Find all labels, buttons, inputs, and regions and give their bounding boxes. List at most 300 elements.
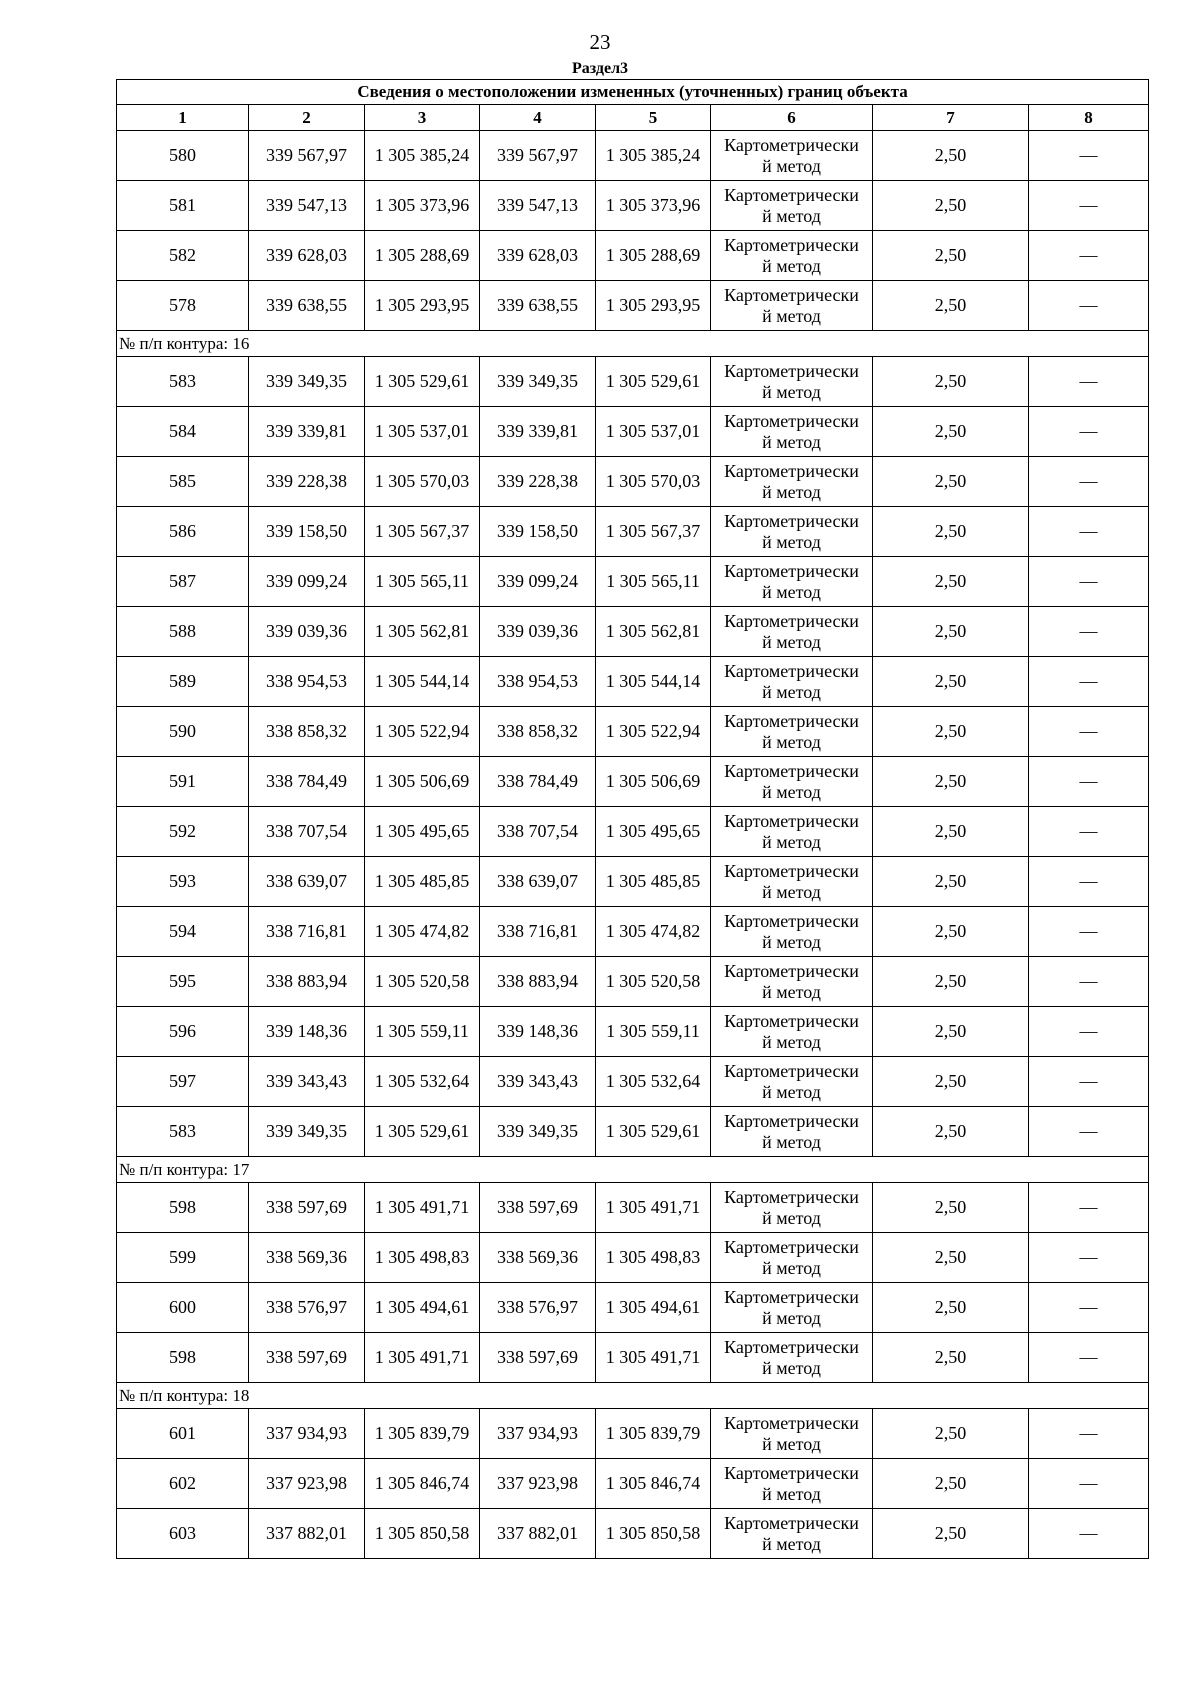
y-coordinate-cell: 1 305 850,58 [596, 1509, 711, 1559]
y-coordinate-cell: 1 305 522,94 [596, 707, 711, 757]
table-row [117, 407, 1149, 457]
empty-cell: — [1029, 131, 1149, 181]
method-line: Картометрически [724, 960, 859, 981]
x-coordinate-cell: 339 638,55 [249, 281, 365, 331]
x-coordinate-cell: 338 954,53 [249, 657, 365, 707]
point-number-cell: 589 [117, 657, 249, 707]
method-line: Картометрически [724, 1286, 859, 1307]
method-cell [711, 607, 873, 657]
y-coordinate-cell: 1 305 495,65 [365, 807, 480, 857]
method-cell [711, 857, 873, 907]
empty-cell: — [1029, 657, 1149, 707]
y-coordinate-cell: 1 305 491,71 [596, 1183, 711, 1233]
x-coordinate-cell: 338 576,97 [480, 1283, 596, 1333]
method-line: й метод [762, 881, 821, 902]
empty-cell: — [1029, 757, 1149, 807]
method-cell [711, 707, 873, 757]
x-coordinate-cell: 339 343,43 [249, 1057, 365, 1107]
method-line: й метод [762, 831, 821, 852]
x-coordinate-cell: 337 923,98 [480, 1459, 596, 1509]
table-row [117, 1057, 1149, 1107]
table-row [117, 1007, 1149, 1057]
y-coordinate-cell: 1 305 846,74 [365, 1459, 480, 1509]
y-coordinate-cell: 1 305 498,83 [596, 1233, 711, 1283]
y-coordinate-cell: 1 305 529,61 [596, 1107, 711, 1157]
x-coordinate-cell: 339 567,97 [249, 131, 365, 181]
empty-cell: — [1029, 1233, 1149, 1283]
method-cell [711, 507, 873, 557]
column-number: 7 [873, 105, 1029, 131]
empty-cell: — [1029, 807, 1149, 857]
table-row [117, 1509, 1149, 1559]
table-row [117, 1459, 1149, 1509]
method-cell [711, 181, 873, 231]
precision-cell: 2,50 [873, 457, 1029, 507]
y-coordinate-cell: 1 305 491,71 [365, 1333, 480, 1383]
empty-cell: — [1029, 457, 1149, 507]
empty-cell: — [1029, 281, 1149, 331]
x-coordinate-cell: 337 934,93 [480, 1409, 596, 1459]
x-coordinate-cell: 338 639,07 [249, 857, 365, 907]
empty-cell: — [1029, 607, 1149, 657]
method-cell [711, 907, 873, 957]
method-line: Картометрически [724, 1336, 859, 1357]
method-cell [711, 407, 873, 457]
method-line: й метод [762, 1483, 821, 1504]
method-line: Картометрически [724, 460, 859, 481]
x-coordinate-cell: 337 882,01 [480, 1509, 596, 1559]
method-cell [711, 131, 873, 181]
empty-cell: — [1029, 231, 1149, 281]
y-coordinate-cell: 1 305 494,61 [596, 1283, 711, 1333]
method-line: й метод [762, 431, 821, 452]
method-line: й метод [762, 1357, 821, 1378]
y-coordinate-cell: 1 305 570,03 [596, 457, 711, 507]
point-number-cell: 578 [117, 281, 249, 331]
method-line: Картометрически [724, 1236, 859, 1257]
x-coordinate-cell: 339 547,13 [480, 181, 596, 231]
table-row [117, 1333, 1149, 1383]
method-line: Картометрически [724, 1462, 859, 1483]
method-line: Картометрически [724, 1060, 859, 1081]
y-coordinate-cell: 1 305 485,85 [596, 857, 711, 907]
x-coordinate-cell: 338 569,36 [480, 1233, 596, 1283]
x-coordinate-cell: 338 576,97 [249, 1283, 365, 1333]
method-line: й метод [762, 155, 821, 176]
method-line: й метод [762, 731, 821, 752]
empty-cell: — [1029, 1333, 1149, 1383]
method-line: Картометрически [724, 760, 859, 781]
table-row [117, 707, 1149, 757]
point-number-cell: 583 [117, 357, 249, 407]
x-coordinate-cell: 339 547,13 [249, 181, 365, 231]
x-coordinate-cell: 338 858,32 [480, 707, 596, 757]
y-coordinate-cell: 1 305 565,11 [596, 557, 711, 607]
empty-cell: — [1029, 1509, 1149, 1559]
x-coordinate-cell: 338 707,54 [480, 807, 596, 857]
precision-cell: 2,50 [873, 131, 1029, 181]
method-line: Картометрически [724, 810, 859, 831]
method-cell [711, 1283, 873, 1333]
precision-cell: 2,50 [873, 707, 1029, 757]
x-coordinate-cell: 339 148,36 [249, 1007, 365, 1057]
method-line: Картометрически [724, 860, 859, 881]
method-line: й метод [762, 205, 821, 226]
x-coordinate-cell: 339 628,03 [480, 231, 596, 281]
method-line: й метод [762, 1533, 821, 1554]
point-number-cell: 598 [117, 1333, 249, 1383]
y-coordinate-cell: 1 305 385,24 [596, 131, 711, 181]
point-number-cell: 600 [117, 1283, 249, 1333]
precision-cell: 2,50 [873, 857, 1029, 907]
contour-label: № п/п контура: 16 [117, 331, 1149, 357]
precision-cell: 2,50 [873, 957, 1029, 1007]
y-coordinate-cell: 1 305 485,85 [365, 857, 480, 907]
method-cell [711, 1459, 873, 1509]
table-row [117, 557, 1149, 607]
column-number: 8 [1029, 105, 1149, 131]
empty-cell: — [1029, 507, 1149, 557]
empty-cell: — [1029, 857, 1149, 907]
x-coordinate-cell: 339 158,50 [249, 507, 365, 557]
point-number-cell: 586 [117, 507, 249, 557]
x-coordinate-cell: 339 158,50 [480, 507, 596, 557]
method-line: Картометрически [724, 510, 859, 531]
y-coordinate-cell: 1 305 373,96 [596, 181, 711, 231]
contour-row [117, 1157, 1149, 1183]
x-coordinate-cell: 338 597,69 [480, 1183, 596, 1233]
table-row [117, 231, 1149, 281]
point-number-cell: 588 [117, 607, 249, 657]
x-coordinate-cell: 339 638,55 [480, 281, 596, 331]
method-cell [711, 1509, 873, 1559]
y-coordinate-cell: 1 305 567,37 [365, 507, 480, 557]
precision-cell: 2,50 [873, 557, 1029, 607]
point-number-cell: 594 [117, 907, 249, 957]
contour-row [117, 331, 1149, 357]
point-number-cell: 582 [117, 231, 249, 281]
point-number-cell: 590 [117, 707, 249, 757]
method-line: Картометрически [724, 234, 859, 255]
x-coordinate-cell: 337 923,98 [249, 1459, 365, 1509]
method-line: Картометрически [724, 184, 859, 205]
column-number-row [117, 105, 1149, 131]
point-number-cell: 584 [117, 407, 249, 457]
method-line: Картометрически [724, 1010, 859, 1031]
y-coordinate-cell: 1 305 529,61 [596, 357, 711, 407]
empty-cell: — [1029, 1459, 1149, 1509]
precision-cell: 2,50 [873, 181, 1029, 231]
x-coordinate-cell: 339 039,36 [480, 607, 596, 657]
x-coordinate-cell: 338 716,81 [480, 907, 596, 957]
y-coordinate-cell: 1 305 544,14 [365, 657, 480, 707]
y-coordinate-cell: 1 305 839,79 [596, 1409, 711, 1459]
x-coordinate-cell: 339 099,24 [480, 557, 596, 607]
x-coordinate-cell: 338 883,94 [480, 957, 596, 1007]
point-number-cell: 581 [117, 181, 249, 231]
method-cell [711, 807, 873, 857]
table-row [117, 1233, 1149, 1283]
table-row [117, 281, 1149, 331]
x-coordinate-cell: 339 349,35 [249, 1107, 365, 1157]
x-coordinate-cell: 339 099,24 [249, 557, 365, 607]
y-coordinate-cell: 1 305 570,03 [365, 457, 480, 507]
precision-cell: 2,50 [873, 1509, 1029, 1559]
column-number: 6 [711, 105, 873, 131]
method-cell [711, 1057, 873, 1107]
method-line: й метод [762, 631, 821, 652]
x-coordinate-cell: 338 639,07 [480, 857, 596, 907]
method-line: й метод [762, 1307, 821, 1328]
method-line: Картометрически [724, 610, 859, 631]
precision-cell: 2,50 [873, 1233, 1029, 1283]
point-number-cell: 587 [117, 557, 249, 607]
point-number-cell: 593 [117, 857, 249, 907]
x-coordinate-cell: 338 597,69 [480, 1333, 596, 1383]
page-number: 23 [589, 30, 611, 54]
point-number-cell: 591 [117, 757, 249, 807]
empty-cell: — [1029, 1107, 1149, 1157]
method-cell [711, 1333, 873, 1383]
y-coordinate-cell: 1 305 532,64 [596, 1057, 711, 1107]
point-number-cell: 599 [117, 1233, 249, 1283]
y-coordinate-cell: 1 305 522,94 [365, 707, 480, 757]
precision-cell: 2,50 [873, 231, 1029, 281]
y-coordinate-cell: 1 305 506,69 [365, 757, 480, 807]
x-coordinate-cell: 337 934,93 [249, 1409, 365, 1459]
method-line: Картометрически [724, 410, 859, 431]
method-line: Картометрически [724, 910, 859, 931]
x-coordinate-cell: 339 567,97 [480, 131, 596, 181]
x-coordinate-cell: 338 597,69 [249, 1183, 365, 1233]
method-cell [711, 657, 873, 707]
y-coordinate-cell: 1 305 293,95 [365, 281, 480, 331]
precision-cell: 2,50 [873, 1007, 1029, 1057]
method-line: й метод [762, 305, 821, 326]
precision-cell: 2,50 [873, 1057, 1029, 1107]
column-number: 4 [480, 105, 596, 131]
table-row [117, 757, 1149, 807]
precision-cell: 2,50 [873, 1459, 1029, 1509]
method-cell [711, 1409, 873, 1459]
precision-cell: 2,50 [873, 1333, 1029, 1383]
y-coordinate-cell: 1 305 495,65 [596, 807, 711, 857]
contour-label: № п/п контура: 18 [117, 1383, 1149, 1409]
x-coordinate-cell: 339 628,03 [249, 231, 365, 281]
method-line: Картометрически [724, 284, 859, 305]
table-row [117, 457, 1149, 507]
y-coordinate-cell: 1 305 506,69 [596, 757, 711, 807]
method-line: й метод [762, 1207, 821, 1228]
method-line: Картометрически [724, 360, 859, 381]
empty-cell: — [1029, 357, 1149, 407]
y-coordinate-cell: 1 305 373,96 [365, 181, 480, 231]
x-coordinate-cell: 338 883,94 [249, 957, 365, 1007]
y-coordinate-cell: 1 305 529,61 [365, 357, 480, 407]
method-cell [711, 457, 873, 507]
column-number: 3 [365, 105, 480, 131]
y-coordinate-cell: 1 305 839,79 [365, 1409, 480, 1459]
point-number-cell: 592 [117, 807, 249, 857]
method-line: й метод [762, 1131, 821, 1152]
method-line: й метод [762, 481, 821, 502]
x-coordinate-cell: 339 228,38 [480, 457, 596, 507]
x-coordinate-cell: 338 569,36 [249, 1233, 365, 1283]
y-coordinate-cell: 1 305 491,71 [365, 1183, 480, 1233]
method-line: й метод [762, 581, 821, 602]
empty-cell: — [1029, 407, 1149, 457]
column-number: 2 [249, 105, 365, 131]
point-number-cell: 596 [117, 1007, 249, 1057]
table-row [117, 907, 1149, 957]
point-number-cell: 603 [117, 1509, 249, 1559]
y-coordinate-cell: 1 305 850,58 [365, 1509, 480, 1559]
y-coordinate-cell: 1 305 559,11 [596, 1007, 711, 1057]
point-number-cell: 583 [117, 1107, 249, 1157]
x-coordinate-cell: 339 343,43 [480, 1057, 596, 1107]
table-row [117, 507, 1149, 557]
method-line: Картометрически [724, 1412, 859, 1433]
table-row [117, 957, 1149, 1007]
point-number-cell: 580 [117, 131, 249, 181]
y-coordinate-cell: 1 305 491,71 [596, 1333, 711, 1383]
method-line: й метод [762, 381, 821, 402]
precision-cell: 2,50 [873, 357, 1029, 407]
x-coordinate-cell: 338 784,49 [480, 757, 596, 807]
x-coordinate-cell: 338 597,69 [249, 1333, 365, 1383]
table-row [117, 181, 1149, 231]
empty-cell: — [1029, 1183, 1149, 1233]
method-line: й метод [762, 255, 821, 276]
x-coordinate-cell: 339 148,36 [480, 1007, 596, 1057]
precision-cell: 2,50 [873, 507, 1029, 557]
method-cell [711, 357, 873, 407]
x-coordinate-cell: 338 716,81 [249, 907, 365, 957]
empty-cell: — [1029, 1409, 1149, 1459]
method-line: й метод [762, 1031, 821, 1052]
method-line: й метод [762, 781, 821, 802]
x-coordinate-cell: 339 349,35 [249, 357, 365, 407]
empty-cell: — [1029, 1283, 1149, 1333]
point-number-cell: 597 [117, 1057, 249, 1107]
method-line: Картометрически [724, 710, 859, 731]
x-coordinate-cell: 339 039,36 [249, 607, 365, 657]
y-coordinate-cell: 1 305 474,82 [365, 907, 480, 957]
precision-cell: 2,50 [873, 1409, 1029, 1459]
y-coordinate-cell: 1 305 529,61 [365, 1107, 480, 1157]
coordinates-table [116, 79, 1149, 1559]
point-number-cell: 601 [117, 1409, 249, 1459]
precision-cell: 2,50 [873, 657, 1029, 707]
precision-cell: 2,50 [873, 281, 1029, 331]
y-coordinate-cell: 1 305 385,24 [365, 131, 480, 181]
method-line: й метод [762, 531, 821, 552]
precision-cell: 2,50 [873, 407, 1029, 457]
point-number-cell: 598 [117, 1183, 249, 1233]
x-coordinate-cell: 338 707,54 [249, 807, 365, 857]
method-cell [711, 757, 873, 807]
y-coordinate-cell: 1 305 846,74 [596, 1459, 711, 1509]
contour-row [117, 1383, 1149, 1409]
x-coordinate-cell: 339 339,81 [249, 407, 365, 457]
method-line: Картометрически [724, 1110, 859, 1131]
y-coordinate-cell: 1 305 293,95 [596, 281, 711, 331]
x-coordinate-cell: 339 228,38 [249, 457, 365, 507]
method-line: Картометрически [724, 134, 859, 155]
point-number-cell: 602 [117, 1459, 249, 1509]
point-number-cell: 595 [117, 957, 249, 1007]
method-line: й метод [762, 1433, 821, 1454]
table-caption-row [117, 80, 1149, 105]
empty-cell: — [1029, 957, 1149, 1007]
x-coordinate-cell: 339 339,81 [480, 407, 596, 457]
method-line: й метод [762, 931, 821, 952]
method-cell [711, 231, 873, 281]
method-line: й метод [762, 981, 821, 1002]
method-line: Картометрически [724, 1512, 859, 1533]
y-coordinate-cell: 1 305 498,83 [365, 1233, 480, 1283]
method-cell [711, 557, 873, 607]
table-caption: Сведения о местоположении измененных (уточненных) границ объекта [117, 80, 1149, 105]
empty-cell: — [1029, 1007, 1149, 1057]
point-number-cell: 585 [117, 457, 249, 507]
y-coordinate-cell: 1 305 565,11 [365, 557, 480, 607]
method-line: Картометрически [724, 1186, 859, 1207]
y-coordinate-cell: 1 305 520,58 [596, 957, 711, 1007]
x-coordinate-cell: 338 858,32 [249, 707, 365, 757]
table-row [117, 131, 1149, 181]
y-coordinate-cell: 1 305 537,01 [365, 407, 480, 457]
table-row [117, 1409, 1149, 1459]
table-row [117, 1183, 1149, 1233]
precision-cell: 2,50 [873, 607, 1029, 657]
y-coordinate-cell: 1 305 544,14 [596, 657, 711, 707]
method-line: Картометрически [724, 660, 859, 681]
method-cell [711, 1007, 873, 1057]
method-cell [711, 281, 873, 331]
table-row [117, 857, 1149, 907]
table-row [117, 1283, 1149, 1333]
x-coordinate-cell: 338 784,49 [249, 757, 365, 807]
y-coordinate-cell: 1 305 562,81 [365, 607, 480, 657]
empty-cell: — [1029, 181, 1149, 231]
table-row [117, 657, 1149, 707]
section-title: Раздел3 [571, 60, 629, 77]
method-cell [711, 957, 873, 1007]
y-coordinate-cell: 1 305 474,82 [596, 907, 711, 957]
contour-label: № п/п контура: 17 [117, 1157, 1149, 1183]
y-coordinate-cell: 1 305 288,69 [365, 231, 480, 281]
y-coordinate-cell: 1 305 532,64 [365, 1057, 480, 1107]
precision-cell: 2,50 [873, 1183, 1029, 1233]
method-line: Картометрически [724, 560, 859, 581]
method-line: й метод [762, 1257, 821, 1278]
y-coordinate-cell: 1 305 520,58 [365, 957, 480, 1007]
empty-cell: — [1029, 557, 1149, 607]
empty-cell: — [1029, 1057, 1149, 1107]
method-line: й метод [762, 1081, 821, 1102]
method-cell [711, 1233, 873, 1283]
column-number: 5 [596, 105, 711, 131]
method-line: й метод [762, 681, 821, 702]
x-coordinate-cell: 338 954,53 [480, 657, 596, 707]
precision-cell: 2,50 [873, 807, 1029, 857]
y-coordinate-cell: 1 305 537,01 [596, 407, 711, 457]
precision-cell: 2,50 [873, 907, 1029, 957]
x-coordinate-cell: 337 882,01 [249, 1509, 365, 1559]
x-coordinate-cell: 339 349,35 [480, 1107, 596, 1157]
method-cell [711, 1107, 873, 1157]
